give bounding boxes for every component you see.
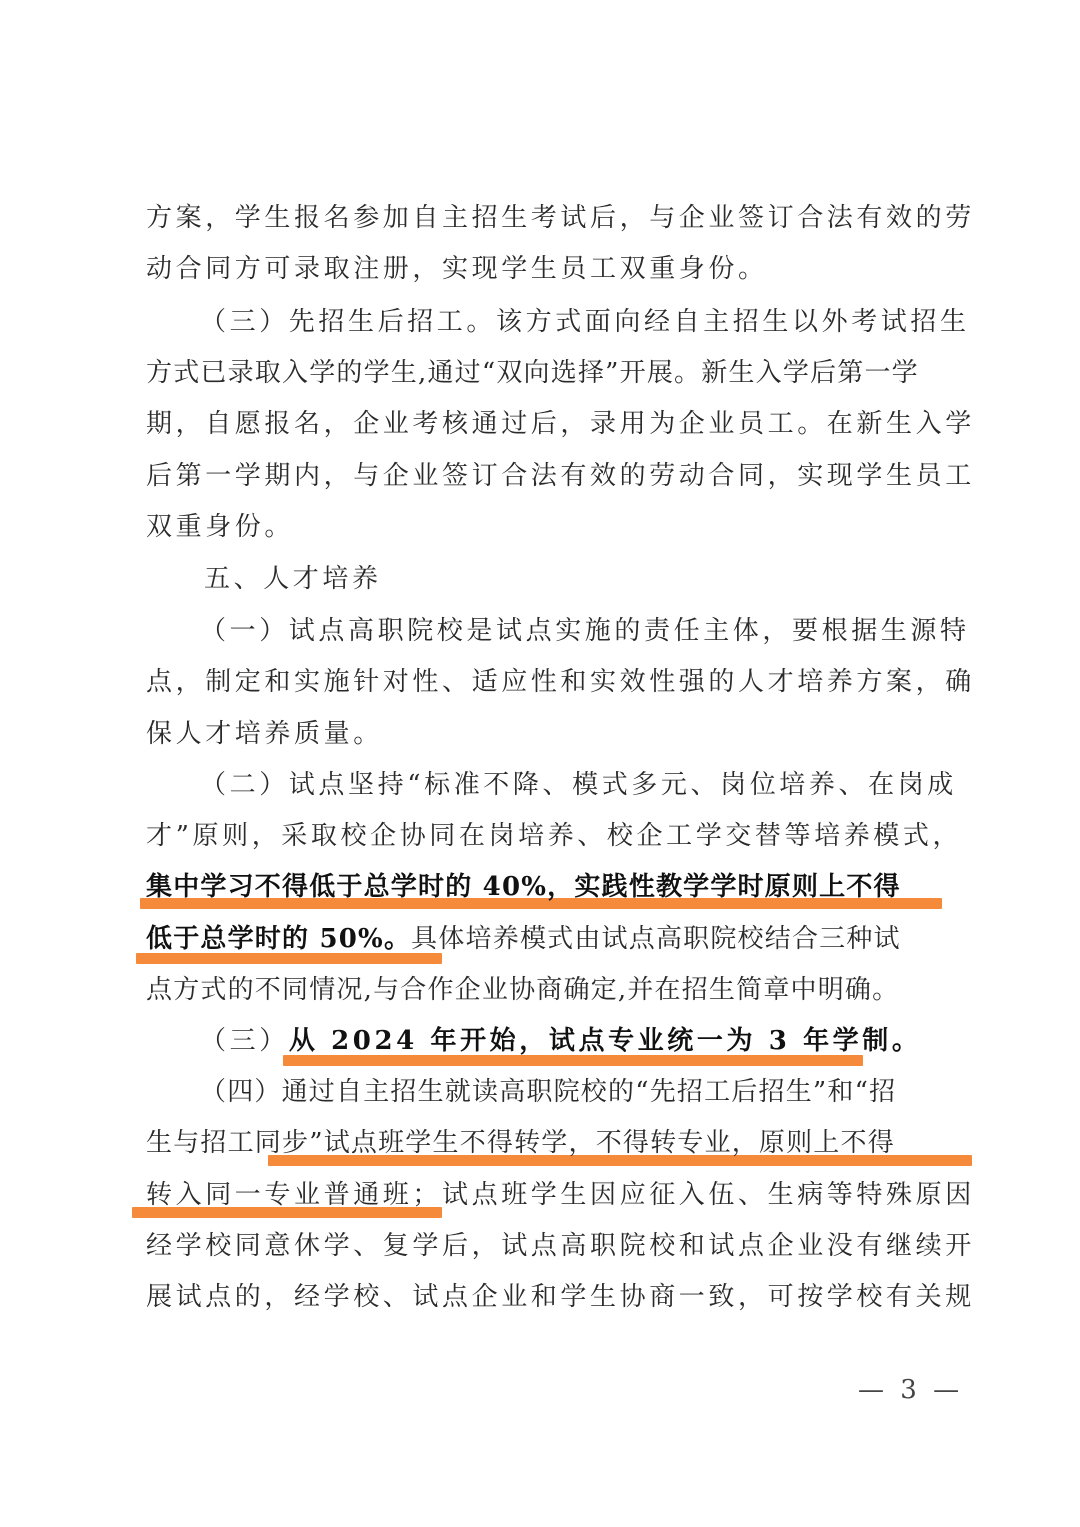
- highlighted-text: 从 2024 年开始，试点专业统一为 3 年学制。: [288, 1026, 922, 1056]
- paragraph-line: 生与招工同步”试点班学生不得转学，不得转专业，原则上不得: [146, 1128, 895, 1158]
- paragraph-line: 方案，学生报名参加自主招生考试后，与企业签订合法有效的劳: [146, 203, 975, 233]
- list-marker: （三）: [200, 1026, 289, 1056]
- paragraph-line: 动合同方可录取注册，实现学生员工双重身份。: [146, 254, 768, 284]
- paragraph-line: （四）通过自主招生就读高职院校的“先招工后招生”和“招: [200, 1077, 897, 1107]
- paragraph-line: 保人才培养质量。: [146, 719, 383, 749]
- paragraph-line: 展试点的，经学校、试点企业和学生协商一致，可按学校有关规: [146, 1282, 975, 1312]
- page-number: — 3 —: [858, 1375, 964, 1405]
- paragraph-line: 期，自愿报名，企业考核通过后，录用为企业员工。在新生入学: [146, 409, 975, 439]
- paragraph-line: 双重身份。: [146, 512, 295, 542]
- paragraph-line: 方式已录取入学的学生,通过“双向选择”开展。新生入学后第一学: [146, 358, 919, 388]
- paragraph-line: [200, 1015, 946, 1067]
- paragraph-line: 才”原则，采取校企协同在岗培养、校企工学交替等培养模式，: [146, 821, 963, 851]
- highlighted-text: 低于总学时的 50%。: [146, 924, 412, 954]
- paragraph-line: 后第一学期内，与企业签订合法有效的劳动合同，实现学生员工: [146, 461, 975, 491]
- paragraph-line: 点方式的不同情况,与合作企业协商确定,并在招生简章中明确。: [146, 975, 900, 1005]
- paragraph-line: （三）先招生后招工。该方式面向经自主招生以外考试招生: [200, 307, 970, 337]
- paragraph-line: 转入同一专业普通班；试点班学生因应征入伍、生病等特殊原因: [146, 1180, 975, 1210]
- paragraph-line: 经学校同意休学、复学后，试点高职院校和试点企业没有继续开: [146, 1231, 975, 1261]
- paragraph-line: （二）试点坚持“标准不降、模式多元、岗位培养、在岗成: [200, 770, 957, 800]
- paragraph-line: （一）试点高职院校是试点实施的责任主体，要根据生源特: [200, 616, 970, 646]
- highlighted-line: 集中学习不得低于总学时的 40%，实践性教学学时原则上不得: [146, 872, 901, 902]
- paragraph-text: 具体培养模式由试点高职院校结合三种试: [411, 924, 901, 954]
- section-heading: 五、人才培养: [204, 564, 382, 594]
- paragraph-line: [146, 913, 946, 965]
- paragraph-line: 点，制定和实施针对性、适应性和实效性强的人才培养方案，确: [146, 667, 975, 697]
